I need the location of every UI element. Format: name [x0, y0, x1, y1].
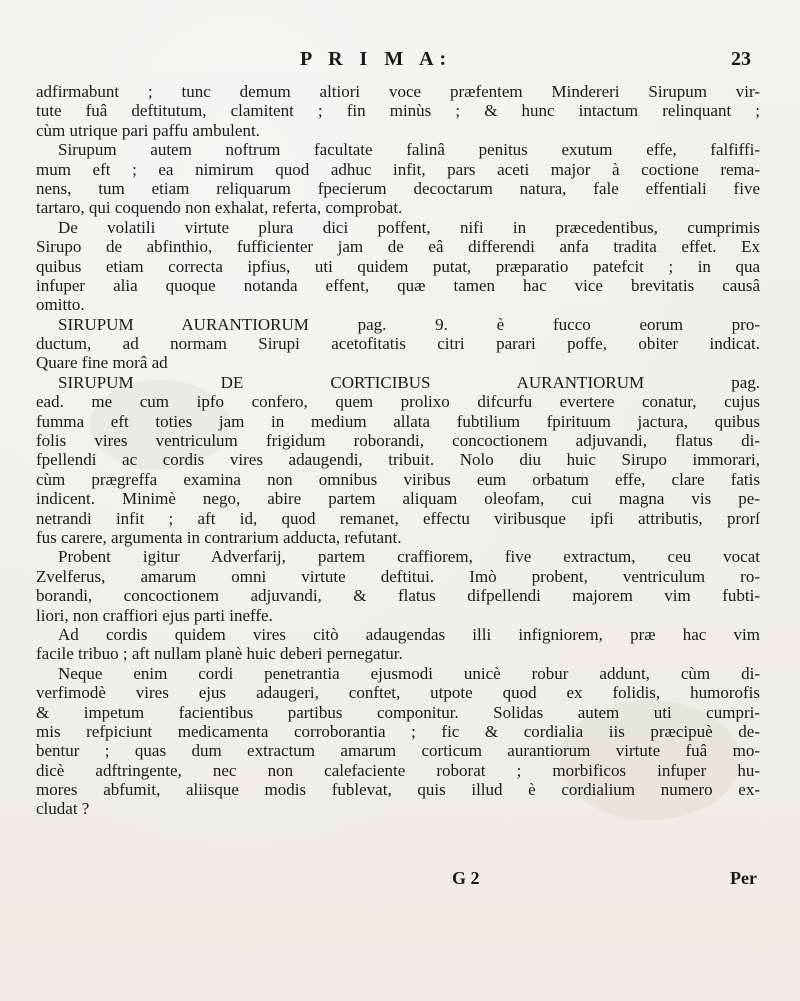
text-line: De volatili virtute plura dici poffent, nifi in præcedentibus, cumprimis [58, 217, 760, 237]
text-line: liori, non craffiori ejus parti ineffe. [36, 605, 273, 625]
body-text [36, 82, 760, 819]
text-line: omitto. [36, 295, 85, 315]
page-header [0, 48, 800, 76]
text-line: mum eft ; ea nimirum quod adhuc infit, pars aceti major à coctione rema- [36, 159, 760, 179]
text-line: Ad cordis quidem vires citò adaugendas illi infigniorem, præ hac vim [58, 624, 760, 644]
text-line: Neque enim cordi penetrantia ejusmodi unicè robur addunt, cùm di- [58, 663, 760, 683]
text-line: infuper alia quoque notanda effent, quæ tamen hac vice brevitatis causâ [36, 275, 760, 295]
page-number: 23 [731, 48, 751, 70]
text-line: folis vires ventriculum frigidum roborandi, concoctionem adjuvandi, flatus di- [36, 431, 760, 451]
text-line: nens, tum etiam reliquarum fpecierum decoctarum natura, fale effentiali five [36, 178, 760, 198]
text-line: fpellendi ac cordis vires adaugendi, tribuit. Nolo diu huic Sirupo immorari, [36, 450, 760, 470]
text-line: Sirupo de abfinthio, fufficienter jam de eâ differendi anfa tradita effet. Ex [36, 237, 760, 257]
text-line: verfimodè vires ejus adaugeri, conftet, utpote quod ex folidis, humorofis [36, 683, 760, 703]
signature-mark: G 2 [452, 868, 480, 888]
text-line: mis refpiciunt medicamenta corroborantia ; fic & cordialia iis præcipuè de- [36, 721, 760, 741]
text-line: adfirmabunt ; tunc demum altiori voce præfentem Mindereri Sirupum vir- [36, 82, 760, 101]
text-line: Quare fine morâ ad [36, 353, 168, 373]
text-line: SIRUPUM DE CORTICIBUS AURANTIORUM pag. [58, 372, 760, 392]
text-line: Probent igitur Adverfarij, partem craffiorem, five extractum, ceu vocat [58, 547, 760, 567]
text-line: borandi, concoctionem adjuvandi, & flatus difpellendi majorem vim fubti- [36, 586, 760, 606]
text-line: facile tribuo ; aft nullam planè huic deberi pernegatur. [36, 644, 403, 664]
text-line: & impetum facientibus partibus componitur. Solidas autem uti cumpri- [36, 702, 760, 722]
text-line: SIRUPUM AURANTIORUM pag. 9. è fucco eorum pro- [58, 314, 760, 334]
text-line: Sirupum autem noftrum facultate falinâ penitus exutum effe, falfiffi- [58, 140, 760, 160]
catchword: Per [730, 868, 757, 888]
running-head: P R I M A: [300, 48, 453, 70]
text-line: mores abfumit, aliisque modis fublevat, quis illud è cordialium numero ex- [36, 780, 760, 800]
text-line: ductum, ad normam Sirupi acetofitatis citri parari poffe, obiter indicat. [36, 334, 760, 354]
text-line: Zvelferus, amarum omni virtute deftitui. Imò probent, ventriculum ro- [36, 566, 760, 586]
text-line: cludat ? [36, 799, 90, 819]
text-line: indicent. Minimè nego, abire partem aliquam oleofam, cui magna vis pe- [36, 489, 760, 509]
page-footer [0, 868, 800, 892]
text-line: cùm prægreffa examina non omnibus viribus eum orbatum effe, clare fatis [36, 469, 760, 489]
text-line: fumma eft toties jam in medium allata fubtilium fpirituum jactura, quibus [36, 411, 760, 431]
text-line: dicè adftringente, nec non calefaciente roborat ; morbificos infuper hu- [36, 760, 760, 780]
text-line: bentur ; quas dum extractum amarum corticum aurantiorum virtute fuâ mo- [36, 741, 760, 761]
text-line: ead. me cum ipfo confero, quem prolixo difcurfu evertere conatur, cujus [36, 392, 760, 412]
text-line: netrandi infit ; aft id, quod remanet, effectu viribusque ipfi attributis, prorſ [36, 508, 760, 528]
text-line: tute fuâ deftitutum, clamitent ; fin minùs ; & hunc intactum relinquant ; [36, 101, 760, 121]
text-line: tartaro, qui coquendo non exhalat, referta, comprobat. [36, 198, 403, 218]
text-line: quibus etiam correcta ipfius, uti quidem putat, præparatio patefcit ; in qua [36, 256, 760, 276]
text-line: cùm utrique pari paffu ambulent. [36, 120, 260, 140]
text-line: fus carere, argumenta in contrarium adducta, refutant. [36, 527, 402, 547]
